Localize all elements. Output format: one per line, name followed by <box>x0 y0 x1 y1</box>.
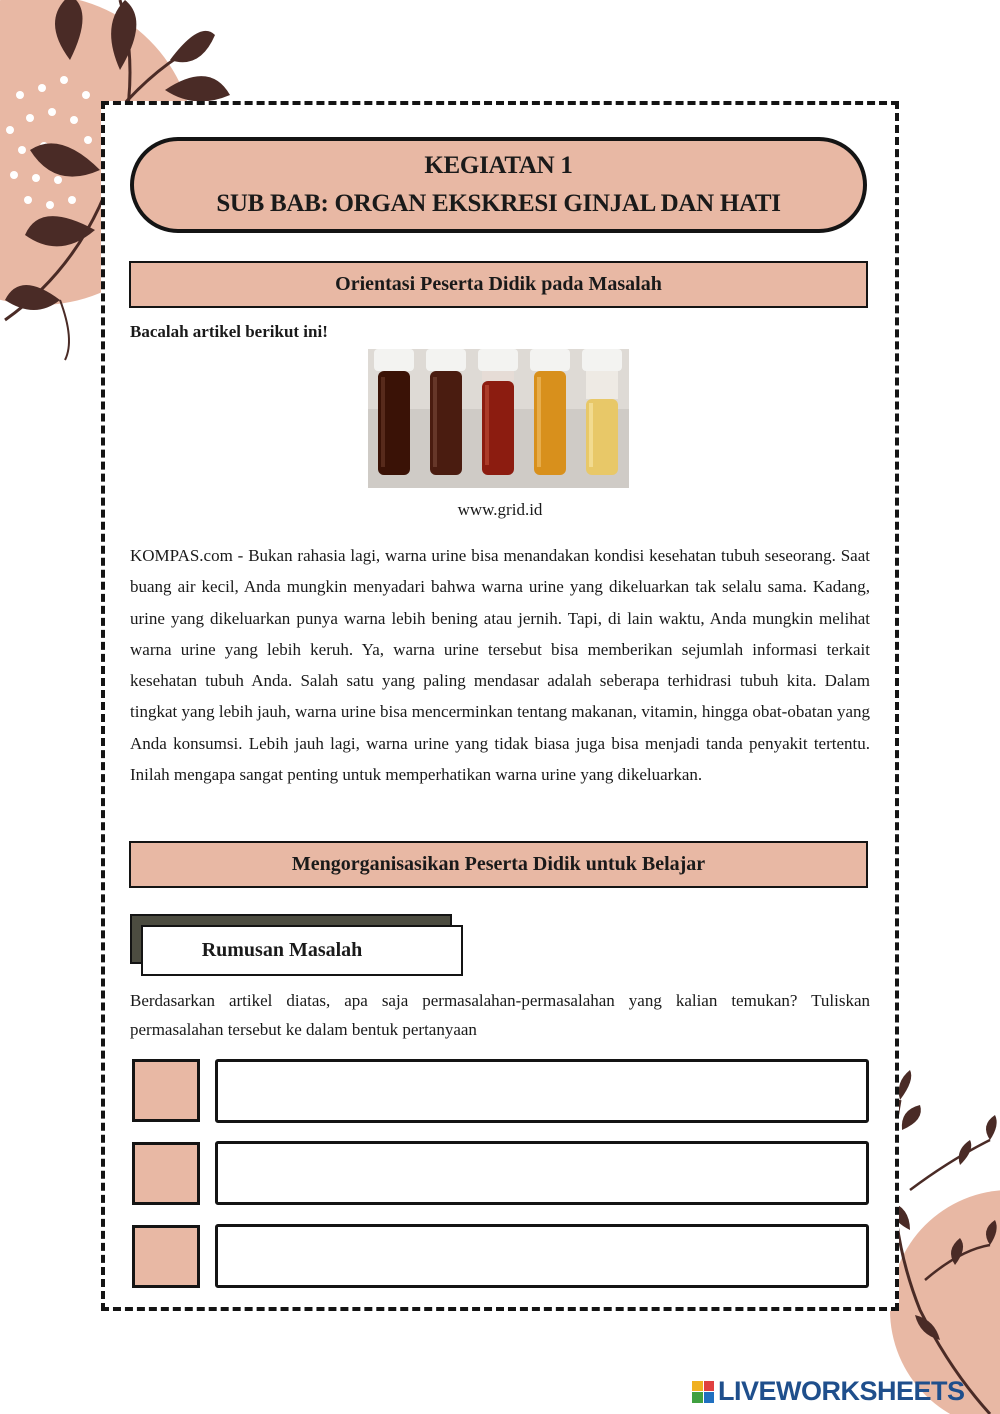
answer-input-1[interactable] <box>215 1059 869 1123</box>
brand-label: LIVEWORKSHEETS <box>718 1376 965 1406</box>
activity-subtitle: SUB BAB: ORGAN EKSKRESI GINJAL DAN HATI <box>216 190 781 217</box>
answer-input-2[interactable] <box>215 1141 869 1205</box>
section-heading-orientasi <box>129 261 868 308</box>
section-heading-label: Orientasi Peserta Didik pada Masalah <box>335 273 662 295</box>
answer-number-box <box>132 1059 200 1122</box>
article-text: KOMPAS.com - Bukan rahasia lagi, warna urine bisa menandakan kondisi kesehatan tubuh seseorang. Saat buang air kecil, Anda mungkin menyadari bahwa warna urine yang dikeluarkan tak selalu sama. Kadang, urine yang dikeluarkan punya warna lebih bening atau jernih. Tapi, di lain waktu, Anda mungkin melihat warna urine yang lebih keruh. Ya, warna urine tersebut bisa memberikan sejumlah informasi terkait kesehatan tubuh Anda. Salah satu yang paling mendasar adalah seberapa terhidrasi tubuh kita. Dalam tingkat yang lebih jauh, warna urine bisa mencerminkan tentang makanan, vitamin, hingga obat-obatan yang Anda konsumsi. Lebih jauh lagi, warna urine yang tidak biasa juga bisa menjadi tanda penyakit tertentu. Inilah mengapa sangat penting untuk memperhatikan warna urine yang dikeluarkan. <box>130 546 870 785</box>
activity-title: KEGIATAN 1 <box>424 152 573 179</box>
answer-number-box <box>132 1225 200 1288</box>
answer-input-3[interactable] <box>215 1224 869 1288</box>
section-heading-label: Mengorganisasikan Peserta Didik untuk Belajar <box>291 853 706 875</box>
activity-title-banner <box>130 137 867 233</box>
image-caption: www.grid.id <box>457 500 543 519</box>
section-heading-mengorganisasikan <box>129 841 868 888</box>
urine-samples-photo <box>368 349 629 488</box>
answer-number-box <box>132 1142 200 1205</box>
liveworksheets-logo-icon <box>692 1381 714 1403</box>
liveworksheets-brand <box>692 1376 965 1407</box>
rumusan-question: Berdasarkan artikel diatas, apa saja permasalahan-permasalahan yang kalian temukan? Tuliskan permasalahan tersebut ke dalam bentuk pertanyaan <box>130 991 870 1039</box>
rumusan-label-box <box>141 925 463 976</box>
reading-instruction: Bacalah artikel berikut ini! <box>130 322 328 341</box>
rumusan-label: Rumusan Masalah <box>201 939 363 961</box>
